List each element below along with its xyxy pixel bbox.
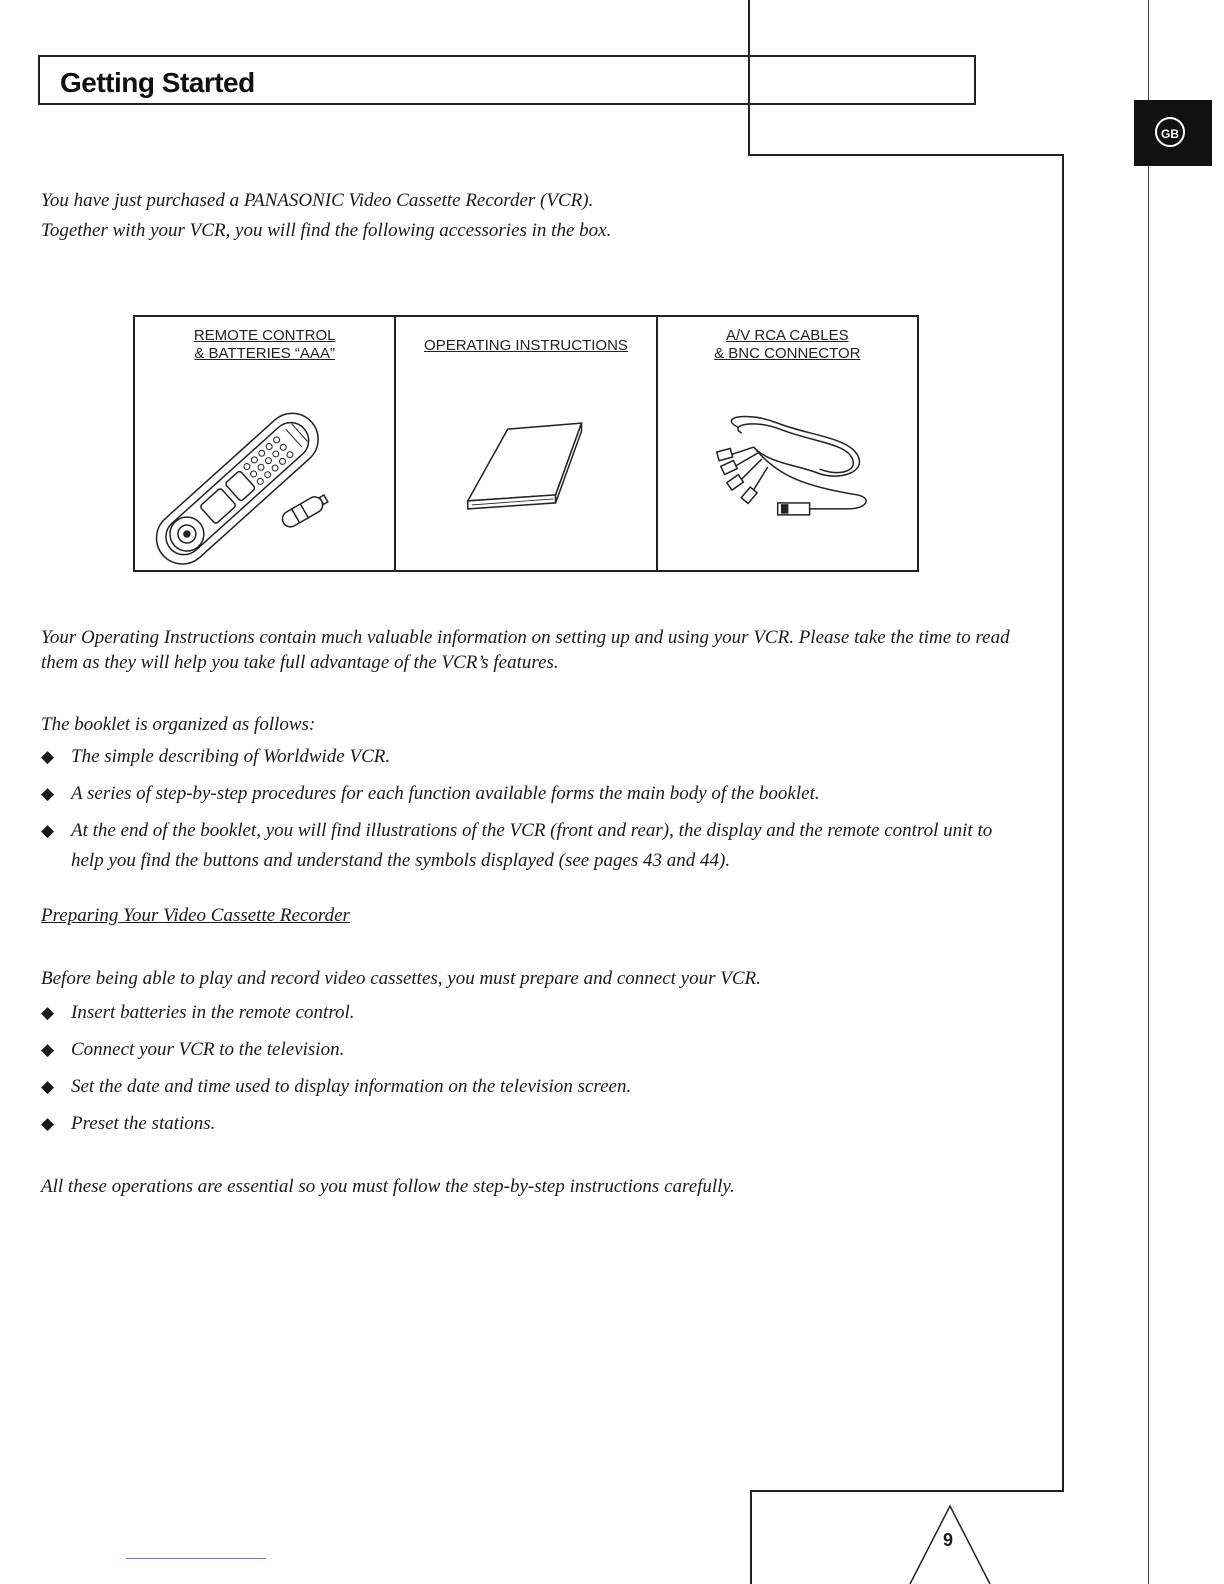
booklet-list <box>41 742 1021 883</box>
list-item <box>41 1072 1021 1102</box>
intro-text <box>41 186 1041 246</box>
list-item <box>41 998 1021 1028</box>
frame-line-right-vertical <box>1062 154 1064 1492</box>
diamond-bullet-icon: ◆ <box>41 821 55 840</box>
list-item-text: At the end of the booklet, you will find illustrations of the VCR (front and rear), the display and the remote control unit to help you find the buttons and understand the symbols displayed (see pages 43 and 44). <box>71 820 993 871</box>
list-item-text: Set the date and time used to display information on the television screen. <box>71 1076 632 1097</box>
diamond-bullet-icon: ◆ <box>41 784 55 803</box>
diamond-bullet-icon: ◆ <box>41 747 55 766</box>
preparing-list <box>41 998 1021 1146</box>
preparing-intro: Before being able to play and record video cassettes, you must prepare and connect your VCR. <box>41 968 761 989</box>
remote-control-icon <box>135 377 394 567</box>
diamond-bullet-icon: ◆ <box>41 1040 55 1059</box>
manual-booklet-icon <box>396 377 655 567</box>
av-cable-icon <box>658 377 917 567</box>
accessory-label-manual: OPERATING INSTRUCTIONS <box>424 337 628 354</box>
booklet-intro: The booklet is organized as follows: <box>41 714 316 735</box>
title-box <box>38 55 976 105</box>
section-heading-preparing: Preparing Your Video Cassette Recorder <box>41 905 350 926</box>
accessory-cell-cables <box>658 317 917 570</box>
intro-line-1: You have just purchased a PANASONIC Video Cassette Recorder (VCR). <box>41 190 594 211</box>
list-item-text: Connect your VCR to the television. <box>71 1039 345 1060</box>
list-item <box>41 1035 1021 1065</box>
list-item <box>41 779 1021 809</box>
list-item-text: Insert batteries in the remote control. <box>71 1002 355 1023</box>
intro-line-2: Together with your VCR, you will find the following accessories in the box. <box>41 220 612 241</box>
page-title: Getting Started <box>60 67 255 98</box>
page-edge-line <box>1148 0 1149 1584</box>
diamond-bullet-icon: ◆ <box>41 1077 55 1096</box>
accessory-cell-remote <box>135 317 396 570</box>
diamond-bullet-icon: ◆ <box>41 1114 55 1133</box>
list-item <box>41 816 1021 876</box>
preparing-closing: All these operations are essential so you must follow the step-by-step instructions carefully. <box>41 1176 735 1197</box>
list-item-text: A series of step-by-step procedures for each function available forms the main body of the booklet. <box>71 783 820 804</box>
language-badge: GB <box>1155 117 1185 147</box>
operating-info: Your Operating Instructions contain much valuable information on setting up and using your VCR. Please take the time to read them as they will help you take full advantage of the VCR’s features. <box>41 627 1010 673</box>
list-item <box>41 1109 1021 1139</box>
frame-line-top-horizontal <box>748 154 1064 156</box>
language-tab <box>1134 100 1212 166</box>
accessory-cell-manual <box>396 317 657 570</box>
page-number: 9 <box>943 1530 954 1550</box>
frame-line-bottom-vertical <box>750 1490 752 1584</box>
accessory-label-cables: A/V RCA CABLES & BNC CONNECTOR <box>714 327 861 362</box>
frame-line-bottom-horizontal <box>750 1490 1064 1492</box>
operating-info-text <box>41 625 1021 675</box>
list-item <box>41 742 1021 772</box>
accessories-table <box>133 315 919 572</box>
list-item-text: Preset the stations. <box>71 1113 216 1134</box>
footer-rule <box>126 1558 266 1559</box>
accessory-label-remote: REMOTE CONTROL & BATTERIES “AAA” <box>193 327 336 362</box>
list-item-text: The simple describing of Worldwide VCR. <box>71 746 391 767</box>
diamond-bullet-icon: ◆ <box>41 1003 55 1022</box>
